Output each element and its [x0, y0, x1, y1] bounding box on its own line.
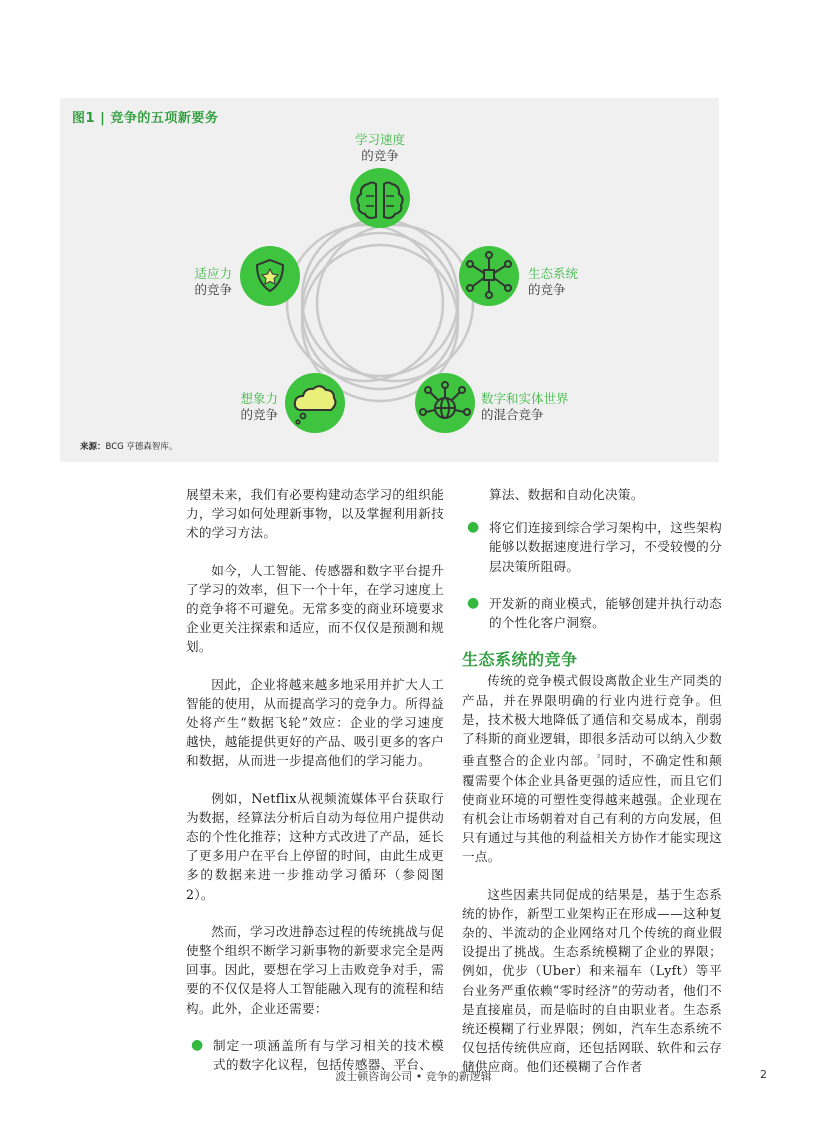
node-label-imagination: 想象力 的竞争 [240, 391, 278, 422]
brain-icon [350, 168, 410, 228]
paragraph: 然而，学习改进静态过程的传统挑战与促使整个组织不断学习新事物的新要求完全是两回事。因此，要想在学习上击败竞争对手，需要的不仅仅是将人工智能融入现有的流程和结构。此外，企业还需要： [186, 923, 444, 1016]
globe-network-icon [415, 373, 475, 433]
bullet-dot: ● [467, 519, 480, 536]
body-column-right [462, 485, 722, 1095]
node-label-resilience: 适应力 的竞争 [194, 266, 232, 297]
bullet-dot: ● [467, 594, 480, 611]
shield-star-icon [240, 246, 300, 306]
network-icon [459, 246, 519, 306]
bullet-item: ● 制定一项涵盖所有与学习相关的技术模式的数字化议程，包括传感器、平台、 [191, 1036, 444, 1073]
bullet-continuation: 算法、数据和自动化决策。 [489, 487, 644, 502]
figure-title: 图1 | 竞争的五项新要务 [72, 111, 219, 126]
cloud-icon [285, 373, 345, 433]
figure-source: 来源：BCG 亨德森智库。 [80, 442, 178, 452]
body-column-left [186, 485, 444, 1092]
section-heading: 生态系统的竞争 [462, 650, 578, 670]
paragraph: 传统的竞争模式假设离散企业生产同类的产品，并在界限明确的行业内进行竞争。但是，技术极大地降低了通信和交易成本，削弱了科斯的商业逻辑，即很多活动可以纳入少数垂直整合的企业内部。$^{^2}$同时，不确定性和颠覆需要个体企业具备更强的适应性，而且它们使商业环境的可塑性变得越来越强。企业现在有机会让市场朝着对自己有利的方向发展，但只有通过与其他的利益相关方协作才能实现这一点。 [462, 673, 723, 865]
node-label-hybrid: 数字和实体世界 的混合竞争 [481, 391, 569, 422]
bullet-item: ● 开发新的商业模式，能够创建并执行动态的个性化客户洞察。 [467, 594, 722, 631]
paragraph: 例如，Netflix从视频流媒体平台获取行为数据，经算法分析后自动为每位用户提供动态的个性化推荐；这种方式改进了产品，延长了更多用户在平台上停留的时间，由此生成更多的数据来进一步推动学习循环（参阅图2）。 [186, 790, 444, 902]
page-number: 2 [760, 1068, 767, 1081]
page-footer: 波士顿咨询公司 • 竞争的新逻辑 [335, 1070, 492, 1083]
node-label-learning: 学习速度 的竞争 [354, 132, 405, 163]
bullet-dot: ● [191, 1036, 204, 1053]
paragraph: 如今，人工智能、传感器和数字平台提升了学习的效率，但下一个十年，在学习速度上的竞争将不可避免。无常多变的商业环境要求企业更关注探索和适应，而不仅仅是预测和规划。 [186, 562, 444, 655]
node-label-ecosystem: 生态系统 的竞争 [528, 266, 579, 297]
paragraph: 这些因素共同促成的结果是，基于生态系统的协作，新型工业架构正在形成——这种复杂的、半流动的企业网络对几个传统的商业假设提出了挑战。生态系统模糊了企业的界限；例如，优步（Uber）和来福车（Lyft）等平台业务严重依赖“零时经济”的劳动者，他们不是直接雇员，而是临时的自由职业者。生态系统还模糊了行业界限；例如，汽车生态系统不仅包括传统供应商，还包括网联、软件和云存储供应商。他们还模糊了合作者 [462, 886, 722, 1075]
paragraph: 展望未来，我们有必要构建动态学习的组织能力，学习如何处理新事物，以及掌握利用新技术的学习方法。 [186, 487, 444, 541]
paragraph: 因此，企业将越来越多地采用并扩大人工智能的使用，从而提高学习的竞争力。所得益处将产生“数据飞轮”效应：企业的学习速度越快，越能提供更好的产品、吸引更多的客户和数据，从而进一步提高他们的学习能力。 [186, 676, 444, 769]
bullet-item: ● 将它们连接到综合学习架构中，这些架构能够以数据速度进行学习，不受较慢的分层决策所阻碍。 [467, 519, 722, 574]
